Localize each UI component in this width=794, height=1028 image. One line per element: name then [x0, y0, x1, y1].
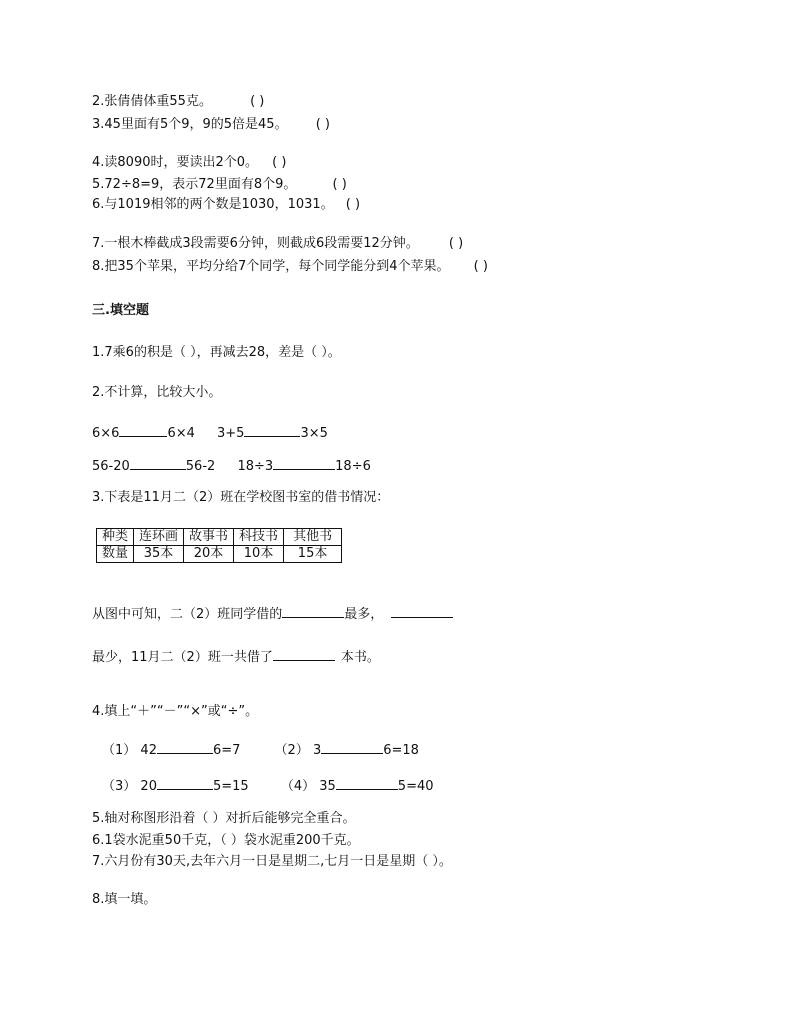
- answer-parentheses: ( ): [473, 259, 488, 274]
- judgement-question-7: [92, 235, 463, 253]
- table-cell: 数量: [97, 546, 134, 563]
- judgement-question-4: [92, 154, 286, 172]
- question-text: 8.把35个苹果，平均分给7个同学，每个同学能分到4个苹果。: [92, 259, 450, 274]
- operand: 6=7: [212, 743, 241, 758]
- compare-row-1: [92, 422, 328, 443]
- table-cell: 15本: [284, 546, 342, 563]
- table-cell: 10本: [234, 546, 284, 563]
- operand: 3: [312, 743, 322, 758]
- expression: 56-2: [185, 459, 216, 474]
- table-header-cell: 故事书: [184, 529, 234, 546]
- answer-parentheses: ( ): [448, 236, 464, 251]
- table-cell: 35本: [134, 546, 184, 563]
- question-text: 3.45里面有5个9，9的5倍是45。: [92, 117, 288, 132]
- expression: 6×4: [167, 426, 195, 441]
- fill-question-4-title: 4.填上“＋”“－”“×”或“÷”。: [92, 704, 259, 719]
- question-text: 6.与1019相邻的两个数是1030，1031。: [92, 197, 334, 212]
- operator-blank[interactable]: [336, 775, 398, 790]
- question-text: 4.读8090时，要读出2个0。: [92, 155, 259, 170]
- answer-blank[interactable]: [119, 422, 167, 437]
- operand: 6=18: [383, 743, 419, 758]
- operator-blank[interactable]: [157, 775, 213, 790]
- fill-question-2-title: 2.不计算，比较大小。: [92, 385, 222, 400]
- question-text: 最多，: [344, 607, 384, 622]
- item-number: （2）: [274, 743, 309, 758]
- expression: 56-20: [92, 459, 130, 474]
- expression: 18÷6: [335, 459, 371, 474]
- answer-blank[interactable]: [282, 603, 344, 618]
- answer-parentheses: ( ): [332, 177, 347, 192]
- expression: 3+5: [217, 426, 245, 441]
- answer-parentheses: ( ): [272, 155, 287, 170]
- table-cell: 20本: [184, 546, 234, 563]
- answer-blank[interactable]: [130, 455, 186, 470]
- fill-question-5: 5.轴对称图形沿着（ ）对折后能够完全重合。: [92, 811, 356, 826]
- judgement-question-8: [92, 258, 488, 276]
- table-header-row: [97, 529, 342, 546]
- operator-row-2: [102, 775, 434, 796]
- item-number: （1）: [102, 743, 137, 758]
- answer-parentheses: ( ): [345, 197, 361, 212]
- item-number: （3）: [102, 779, 137, 794]
- question-text: 从图中可知，二（2）班同学借的: [92, 607, 283, 622]
- expression: 3×5: [300, 426, 328, 441]
- expression: 6×6: [92, 426, 120, 441]
- section-title: 三.填空题: [92, 303, 149, 318]
- fill-question-8: 8.填一填。: [92, 892, 157, 907]
- answer-parentheses: ( ): [250, 94, 265, 109]
- answer-blank[interactable]: [391, 603, 453, 618]
- judgement-question-6: [92, 196, 360, 214]
- answer-blank[interactable]: [273, 455, 335, 470]
- operand: 35: [319, 779, 336, 794]
- answer-blank[interactable]: [244, 422, 300, 437]
- operand: 5=15: [212, 779, 249, 794]
- table-header-cell: 科技书: [234, 529, 284, 546]
- question-text: 2.张倩倩体重55克。: [92, 94, 212, 109]
- operator-row-1: [102, 739, 419, 760]
- table-question-line-1: [92, 603, 453, 624]
- answer-parentheses: ( ): [315, 117, 330, 132]
- borrowing-table: [96, 528, 342, 563]
- table-row: [97, 546, 342, 563]
- table-header-cell: 种类: [97, 529, 134, 546]
- operand: 5=40: [397, 779, 434, 794]
- compare-row-2: [92, 455, 371, 476]
- question-text: 最少，11月二（2）班一共借了: [92, 650, 273, 665]
- question-text: 7.一根木棒截成3段需要6分钟，则截成6段需要12分钟。: [92, 236, 419, 251]
- judgement-question-5: [92, 176, 347, 194]
- answer-blank[interactable]: [273, 646, 335, 661]
- item-number: （4）: [280, 779, 316, 794]
- judgement-question-3: [92, 116, 330, 134]
- fill-question-6: 6.1袋水泥重50千克，（ ）袋水泥重200千克。: [92, 833, 360, 848]
- fill-question-7: 7.六月份有30天,去年六月一日是星期二,七月一日是星期（ ）。: [92, 854, 452, 869]
- operand: 20: [140, 779, 157, 794]
- fill-question-3-title: 3.下表是11月二（2）班在学校图书室的借书情况：: [92, 490, 390, 505]
- operator-blank[interactable]: [321, 739, 383, 754]
- operand: 42: [140, 743, 157, 758]
- judgement-question-2: [92, 93, 264, 111]
- expression: 18÷3: [237, 459, 274, 474]
- table-question-line-2: [92, 646, 380, 667]
- fill-question-1: 1.7乘6的积是（ ），再减去28，差是（ ）。: [92, 345, 341, 360]
- table-header-cell: 其他书: [284, 529, 342, 546]
- question-text: 5.72÷8=9，表示72里面有8个9。: [92, 177, 297, 192]
- question-text: 本书。: [340, 650, 380, 665]
- table-header-cell: 连环画: [134, 529, 184, 546]
- operator-blank[interactable]: [157, 739, 213, 754]
